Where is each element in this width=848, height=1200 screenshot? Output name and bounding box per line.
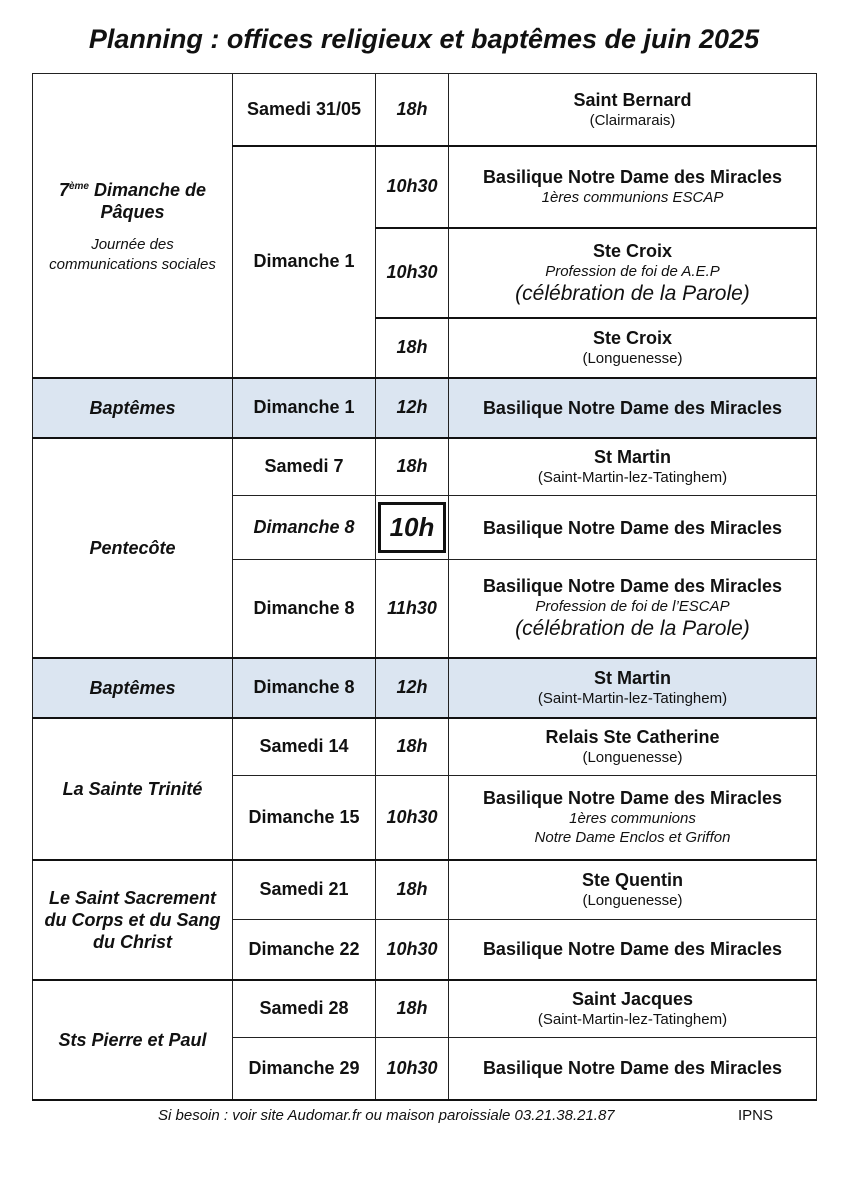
place-detail: Notre Dame Enclos et Griffon — [534, 829, 731, 847]
time-cell: 18h — [376, 438, 449, 496]
place-detail: Profession de foi de A.E.P — [545, 262, 720, 280]
place-name: Ste Quentin — [581, 870, 683, 891]
feast-cell: Sts Pierre et Paul — [33, 980, 233, 1100]
place-cell — [449, 318, 817, 378]
place-name: St Martin — [593, 447, 671, 468]
feast-cell: Baptêmes — [33, 378, 233, 438]
time-cell: 10h30 — [376, 1038, 449, 1100]
place-detail: 1ères communions — [569, 810, 696, 828]
place-detail: (Longuenesse) — [582, 350, 683, 367]
time-cell: 18h — [376, 718, 449, 776]
place-detail: (Saint-Martin-lez-Tatinghem) — [537, 469, 728, 487]
feast-superscript: ème — [68, 180, 89, 192]
time-cell-highlighted — [376, 496, 449, 560]
date-cell: Samedi 14 — [233, 718, 376, 776]
place-name: Basilique Notre Dame des Miracles — [482, 397, 783, 418]
place-name: Ste Croix — [592, 240, 673, 261]
time-cell: 18h — [376, 860, 449, 920]
place-cell — [449, 228, 817, 318]
date-cell: Dimanche 8 — [233, 496, 376, 560]
place-detail: Profession de foi de l’ESCAP — [535, 598, 730, 616]
place-cell — [449, 378, 817, 438]
time-cell: 10h30 — [376, 146, 449, 228]
date-cell: Dimanche 22 — [233, 920, 376, 980]
place-extra: (célébration de la Parole) — [515, 281, 750, 305]
place-name: St Martin — [593, 668, 671, 688]
place-name: Basilique Notre Dame des Miracles — [482, 1058, 783, 1079]
place-cell — [449, 776, 817, 860]
place-detail: (Saint-Martin-lez-Tatinghem) — [537, 690, 728, 707]
time-cell: 12h — [376, 658, 449, 718]
place-cell — [449, 560, 817, 658]
date-cell: Samedi 7 — [233, 438, 376, 496]
place-cell — [449, 718, 817, 776]
place-name: Basilique Notre Dame des Miracles — [482, 517, 783, 538]
place-detail: (Longuenesse) — [582, 749, 683, 767]
place-detail: (Clairmarais) — [589, 111, 676, 129]
date-cell: Samedi 21 — [233, 860, 376, 920]
place-cell — [449, 74, 817, 146]
place-name: Relais Ste Catherine — [545, 727, 720, 748]
feast-cell: Baptêmes — [33, 658, 233, 718]
time-cell: 10h30 — [376, 920, 449, 980]
place-name: Basilique Notre Dame des Miracles — [482, 576, 783, 597]
place-cell — [449, 980, 817, 1038]
place-cell — [449, 146, 817, 228]
place-name: Saint Jacques — [571, 989, 694, 1010]
date-cell: Dimanche 1 — [233, 378, 376, 438]
date-cell: Samedi 28 — [233, 980, 376, 1038]
time-cell: 10h30 — [376, 776, 449, 860]
date-cell: Dimanche 15 — [233, 776, 376, 860]
feast-sup-number: 7 — [58, 179, 69, 200]
table-row — [33, 860, 817, 920]
place-cell — [449, 658, 817, 718]
place-detail: (Saint-Martin-lez-Tatinghem) — [537, 1011, 728, 1029]
time-cell: 18h — [376, 318, 449, 378]
feast-cell: Le Saint Sacrement du Corps et du Sang du Christ — [33, 860, 233, 980]
footer-note: Si besoin : voir site Audomar.fr ou maison paroissiale 03.21.38.21.87 — [158, 1107, 615, 1124]
place-detail: (Longuenesse) — [582, 892, 683, 910]
place-detail: 1ères communions ESCAP — [541, 189, 724, 206]
date-cell: Dimanche 8 — [233, 560, 376, 658]
table-row — [33, 438, 817, 496]
page-title: Planning : offices religieux et baptêmes de juin 2025 — [88, 24, 760, 54]
place-extra: (célébration de la Parole) — [515, 617, 750, 641]
feast-note: Journée des communications sociales — [49, 235, 216, 273]
place-cell — [449, 1038, 817, 1100]
feast-cell: La Sainte Trinité — [33, 718, 233, 860]
feast-name: Dimanche de Pâques — [94, 179, 207, 222]
table-row — [33, 658, 817, 718]
date-cell: Dimanche 1 — [233, 146, 376, 378]
place-name: Basilique Notre Dame des Miracles — [482, 939, 783, 960]
time-value: 10h — [378, 502, 446, 553]
feast-cell: Pentecôte — [33, 438, 233, 658]
place-cell — [449, 496, 817, 560]
table-row — [33, 378, 817, 438]
schedule-table — [32, 73, 817, 1101]
ipns-label: IPNS — [738, 1107, 774, 1124]
time-cell: 11h30 — [376, 560, 449, 658]
table-row — [33, 718, 817, 776]
place-cell — [449, 860, 817, 920]
table-row — [33, 74, 817, 146]
time-cell: 18h — [376, 74, 449, 146]
place-name: Basilique Notre Dame des Miracles — [482, 788, 783, 809]
time-cell: 18h — [376, 980, 449, 1038]
table-row — [33, 980, 817, 1038]
feast-cell — [33, 74, 233, 378]
time-cell: 12h — [376, 378, 449, 438]
time-cell: 10h30 — [376, 228, 449, 318]
place-name: Saint Bernard — [573, 89, 692, 110]
date-cell: Samedi 31/05 — [233, 74, 376, 146]
place-cell — [449, 920, 817, 980]
date-cell: Dimanche 8 — [233, 658, 376, 718]
date-cell: Dimanche 29 — [233, 1038, 376, 1100]
place-name: Basilique Notre Dame des Miracles — [482, 167, 783, 187]
place-cell — [449, 438, 817, 496]
place-name: Ste Croix — [592, 328, 673, 348]
